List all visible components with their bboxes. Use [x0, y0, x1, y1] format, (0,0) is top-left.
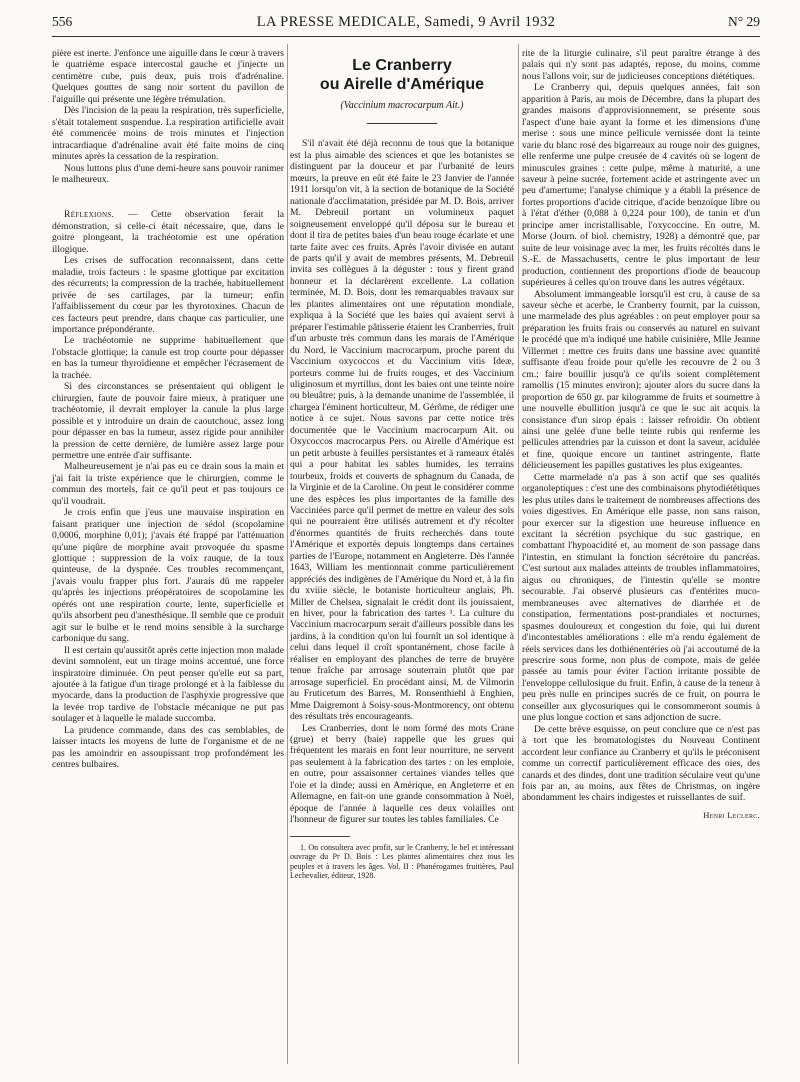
reflexions-lead: Réflexions.: [64, 209, 115, 221]
paragraph: Je crois enfin que j'eus une mauvaise inspiration en faisant pratiquer une injection de sédol (scopolamine 0,0006, morphine 0,01); j'avais été frappé par l'atténuation qu'une piqûre de morphine avait provoquée du spasme glottique : suppression de la voix rauque, de la toux quinteuse, de la dyspnée. Ces troubles recommençant, j'avais voulu frapper plus fort. J'aurais dû me rappeler qu'après les injections préopératoires de scopolamine les opérés ont une respiration courte, lente, superficielle et qu'ils absorbent peu d'anesthésique. Il semble que ce produit agit sur le bulbe et le rend moins sensible à la surcharge carbonique du sang.: [52, 507, 284, 645]
paragraph: Le trachéotomie ne supprime habituellement que l'obstacle glottique; la canule est trop courte pour dépasser en bas la tumeur thyroïdienne et empêcher l'écrasement de la trachée.: [52, 335, 284, 381]
paragraph: pière est inerte. J'enfonce une aiguille dans le cœur à travers le quatrième espace intercostal gauche et j'injecte un centimètre cube, puis deux, puis trois d'adrénaline. Quelques gouttes de sang noir sortent du pavillon de l'aiguille qui présente une légère trémulation.: [52, 48, 284, 105]
title-rule: [367, 123, 437, 124]
paragraph: Absolument immangeable lorsqu'il est cru, à cause de sa saveur sèche et acerbe, le Cranberry fournit, par la cuisson, une marmelade des plus agréables : on peut employer pour sa préparation les fruits frais ou conservés au naturel en suivant le procédé que m'a indiqué une habile cuisinière, Mlle Jeanne Villermet : mettre ces fruits dans une bassine avec quantité suffisante d'eau froide pour qu'elle les recouvre de 2 ou 3 cm.; faire bouillir jusqu'à ce qu'ils soient complètement ramollis (15 minutes environ); ajouter alors du sucre dans la proportion de 650 gr. par kilogramme de fruits et soumettre à une nouvelle ébullition jusqu'à ce que le suc ait acquis la consistance d'un sirop épais : laisser refroidir. On obtient ainsi une gelée d'une belle teinte rubis qui renferme les pellicules attendries par la cuisson et dont la saveur, acidulée et fine, quoique encore un tantinet astringente, flatte délicieusement les papilles gustatives les plus exigeantes.: [522, 288, 760, 472]
paragraph: Si des circonstances se présentaient qui obligent le chirurgien, faute de pouvoir faire mieux, à pratiquer une trachéotomie, il devrait employer la canule la plus large possible et y introduire un drain de caoutchouc, assez long pour dépasser en bas la tumeur, assez rigide pour annihiler la pression de cette dernière, de lumière assez large pour permettre une entrée d'air suffisante.: [52, 381, 284, 461]
issue-number: N° 29: [727, 14, 760, 29]
footnote-rule: [290, 836, 350, 837]
author-signature: Henri Leclerc.: [703, 809, 760, 820]
article-title-line1: Le Cranberry: [352, 57, 452, 74]
header-rule: [52, 36, 760, 37]
paragraph: S'il n'avait été déjà reconnu de tous que la botanique est la plus aimable des sciences et que les botanistes se distinguent par la douceur et par l'urbanité de leurs mœurs, la preuve en eût été faite le 23 Janvier de l'année 1911 lorsqu'on vit, à la section de botanique de la Société nationale d'acclimatation, présidée par M. D. Bois, arriver M. Debreuil portant un volumineux paquet soigneusement enveloppé qu'il déposa sur le bureau et dont il tira de petites baies d'un beau rouge écarlate et une tarte faite avec ces fruits. Après l'avoir divisée en autant de parts qu'il y avait de membres présents, M. Debreuil invita ses collègues à la déguster : tous y firent grand honneur et la déclarèrent excellente. La collation terminée, M. D. Bois, dont les remarquables travaux sur les plantes alimentaires ont une réputation mondiale, expliqua à la Société que les baies qui avaient servi à préparer l'estimable pâtisserie étaient les Cranberries, fruit d'un arbuste très commun dans les marais de l'Amérique du Nord, le Vaccinium macrocarpum, proche parent du Vaccinium oxycoccos et du Vaccinium vitis Ideæ, porteurs comme lui de fruits rouges, et des Vaccinium uliginosum et myrtillus, dont les baies ont une teinte noire ou bleuâtre; puis, à la demande unanime de l'assemblée, il chargea l'éminent horticulteur, M. Gérôme, de rédiger une notice à ce sujet. Nous savons par cette notice très documentée que le Vaccinium macrocarpum Ait. ou Oxycoccos macrocarpus Pers. ou Airelle d'Amérique est un petit arbuste à feuilles persistantes et à rameaux étalés qui a pour habitat les sables humides, les terrains tourbeux, froids et couverts de sphagnum du Canada, de la Virginie et de la Caroline. On peut le considérer comme une des espèces les plus importantes de la famille des Vacciniées parce qu'il permet de mettre en valeur des sols qui ne pourraient être utilisés autrement et d'y récolter d'énormes quantités de fruits recherchés dans toute l'Amérique et exportés depuis longtemps dans certaines parties de l'Europe, notamment en Angleterre. Dès l'année 1643, William les mentionnait comme particulièrement appréciés des indigènes de l'Amérique du Nord et, à la fin du xviiie siècle, le botaniste horticulteur anglais, Ph. Miller de Chelsea, signalait le crédit dont ils jouissaient, en hiver, pour la fabrication des tartes ¹. La culture du Vaccinium macrocarpum serait d'ailleurs possible dans les jardins, à la condition qu'on lui fournît un sol identique à celui dans lequel il croît spontanément, chose facile à réaliser en employant des planches de terre de bruyère tenue fraîche par arrosage souterrain plutôt que par arrosage superficiel. En procédant ainsi, M. de Vilmorin au Fruticetum des Barres, M. Ronsenthiehl à Enghien, Mme Daigremont à Soisy-sous-Montmorency, ont obtenu des résultats très encourageants.: [290, 138, 514, 723]
article-title: [290, 56, 514, 94]
footnote: 1. On consultera avec profit, sur le Cranberry, le bel et intéressant ouvrage du Pr D. Bois : Les plantes alimentaires chez tous les peuples et à travers les âges. Vol. II : Phanérogames fruitières, Paul Lechevalier, éditeur, 1928.: [290, 842, 514, 881]
column-center: [290, 48, 514, 881]
column-left: [52, 48, 284, 771]
paragraph: Le Cranberry qui, depuis quelques années, fait son apparition à Paris, au mois de Décembre, dans la plupart des grandes maisons d'approvisionnement, se présente sous l'aspect d'une baie ayant la forme et les dimensions d'une merise : sous une mince pellicule vernissée dont la teinte varie du blanc rosé des bigarreaux au rouge noir des guignes, elle renferme une pulpe creusée de 4 cavités où se logent de minuscules graines : cette pulpe, même à maturité, a une saveur à peine sucrée, fortement acide et astringente avec un peu d'amertume; l'analyse chimique y a établi la présence de fortes proportions d'acide citrique, d'acide benzoïque libre ou à l'état d'éther (0,088 à 0,224 pour 100), de tanin et d'un principe amer incristallisable, l'oxycoccine. En outre, M. Morse (Journ. of biol. chemistry, 1928) a démontré que, par suite de leur voisinage avec la mer, les fruits récoltés dans le S.-E. de Massachusetts, centre le plus important de leur production, contiennent des proportions d'iode de beaucoup supérieures à celles qu'on trouve dans les autres végétaux.: [522, 82, 760, 289]
paragraph: Il est certain qu'aussitôt après cette injection mon malade devint somnolent, eut un tirage moins accentué, une force inspiratoire diminuée. On peut penser qu'elle eut sa part, ajoutée à la fatigue d'un tirage prolongé et à la faiblesse du myocarde, dans la production de l'asphyxie progressive que la levée trop tardive de l'obstacle mécanique ne put pas soulager et à laquelle le malade succomba.: [52, 644, 284, 725]
paragraph: La prudence commande, dans des cas semblables, de laisser intacts les moyens de lutte de l'organisme et de ne pas les amoindrir en assoupissant trop profondément les centres bulbaires.: [52, 724, 284, 771]
paragraph: Les crises de suffocation reconnaissent, dans cette maladie, trois facteurs : le spasme glottique par excitation des récurrents; la compression de la trachée, habituellement privée de ses cartilages, par la tumeur; enfin l'affaiblissement du cœur par les thyrotoxines. Chacun de ces facteurs peut prendre, dans chaque cas particulier, une importance prépondérante.: [52, 255, 284, 335]
paragraph: De cette brève esquisse, on peut conclure que ce n'est pas à tort que les bromatologistes du Nouveau Continent accordent leur confiance au Cranberry et qu'ils le préconisent comme un correctif particulièrement efficace des oies, des canards et des dindes, dont une tradition séculaire veut qu'une fois par an, au moins, aux fêtes de Christmas, on ingère abondamment les chairs indigestes et ruissellantes de suif.: [522, 723, 760, 804]
column-divider: [518, 44, 519, 1064]
paragraph: Malheureusement je n'ai pas eu ce drain sous la main et j'ai fait la triste expérience que le chirurgien, comme le commun des mortels, fait ce qu'il peut et pas toujours ce qu'il voudrait.: [52, 461, 284, 507]
column-divider: [287, 44, 288, 1064]
paragraph: Cette marmelade n'a pas à son actif que ses qualités organoleptiques : c'est une des combinaisons phytodiététiques les plus utiles dans le traitement de nombreuses affections des voies digestives. En Amérique elle passe, non sans raison, pour exercer sur la digestion une heureuse influence en excitant la sécrétion psychique du suc gastrique, en combattant l'hypoacidité et, au moment de son passage dans l'intestin, en stimulant la fonction sécrétoire du pancréas. C'est surtout aux malades atteints de troubles inflammatoires, aigus ou chroniques, de l'intestin qu'elle se montre secourable. J'ai observé plusieurs cas d'entérites muco-membraneuses avec alternatives de diarrhée et de constipation, fermentations post-prandiales et nocturnes, spasmes douloureux et congestion du foie, qui lui durent d'incontestables améliorations : elle m'a rendu également de réels services dans les dothiénentéries où j'ai accoutumé de la prescrire sous forme, non plus de compote, mais de gelée passée au tamis pour éviter l'action irritante possible de l'enveloppe cellulosique du fruit. Enfin, à cause de la teneur à peu près nulle en principes sucrés de ce fruit, on pourra le conseiller aux glycosuriques qui le consommeront soumis à une plus longue coction et sans adjonction de sucre.: [522, 471, 760, 724]
journal-title: LA PRESSE MEDICALE, Samedi, 9 Avril 1932: [256, 14, 556, 30]
reflexions-paragraph: [52, 209, 284, 255]
page-number: 556: [52, 14, 73, 29]
paragraph: rite de la liturgie culinaire, s'il peut paraître étrange à des palais qui n'y sont pas adaptés, repose, du moins, comme nous l'allons voir, sur de judicieuses conceptions diététiques.: [522, 48, 760, 82]
paragraph: Nous luttons plus d'une demi-heure sans pouvoir ranimer le malheureux.: [52, 162, 284, 185]
article-title-line2: ou Airelle d'Amérique: [319, 76, 485, 93]
paragraph: Les Cranberries, dont le nom formé des mots Crane (grue) et berry (baie) rappelle que les grues qui fréquentent les marais en font leur nourriture, ne servent pas seulement à la fabrication des tartes : on les emploie, en outre, pour assaisonner certaines viandes telles que l'oie et la dinde; aussi en Amérique, en Angleterre et en Allemagne, en fait-on une grande consommation à Noël, époque de l'année à laquelle ces deux volailles ont l'honneur de figurer sur toutes les tables familiales. Ce: [290, 722, 514, 826]
paragraph: Dès l'incision de la peau la respiration, très superficielle, s'était totalement suspendue. La respiration artificielle avait été commencée moins de trois minutes et l'injection intracardiaque d'adrénaline avait été faite moins de cinq minutes après la cessation de la respiration.: [52, 105, 284, 163]
reflexions-text: — Cette observation ferait la démonstration, si celle-ci était nécessaire, que, dans le goitre plongeant, la trachéotomie est une opération illogique.: [52, 209, 284, 255]
column-right: [522, 48, 760, 821]
article-subtitle: (Vaccinium macrocarpum Ait.): [340, 100, 464, 111]
page-header: [52, 14, 760, 36]
